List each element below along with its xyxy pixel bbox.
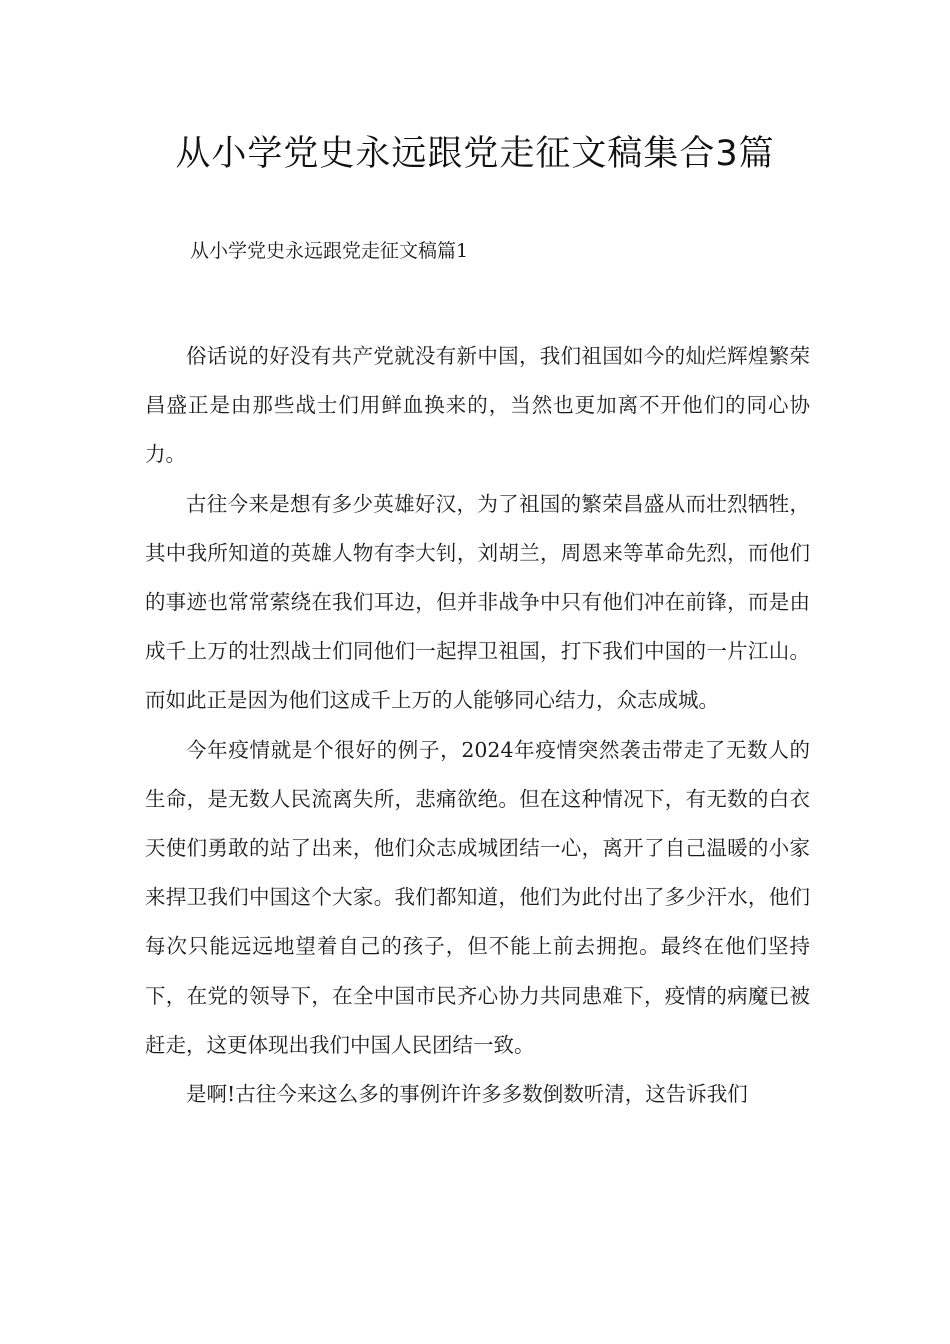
paragraph: 今年疫情就是个很好的例子，2024年疫情突然袭击带走了无数人的生命，是无数人民流离失所，悲痛欲绝。但在这种情况下，有无数的白衣天使们勇敢的站了出来，他们众志成城团结一心，离开了自己温暖的小家来捍卫我们中国这个大家。我们都知道，他们为此付出了多少汗水，他们每次只能远远地望着自己的孩子，但不能上前去拥抱。最终在他们坚持下，在党的领导下，在全中国市民齐心协力共同患难下，疫情的病魔已被赶走，这更体现出我们中国人民团结一致。 [145,737,810,1057]
document-title: 从小学党史永远跟党走征文稿集合3篇 [175,134,775,174]
paragraph: 俗话说的好没有共产党就没有新中国，我们祖国如今的灿烂辉煌繁荣昌盛正是由那些战士们用鲜血换来的，当然也更加离不开他们的同心协力。 [145,344,810,467]
paragraph: 是啊!古往今来这么多的事例许许多多数倒数听清，这告诉我们 [186,1082,748,1107]
document-body [145,332,810,1119]
section-heading: 从小学党史永远跟党走征文稿篇1 [190,240,469,262]
paragraph: 古往今来是想有多少英雄好汉，为了祖国的繁荣昌盛从而壮烈牺牲，其中我所知道的英雄人物有李大钊，刘胡兰，周恩来等革命先烈，而他们的事迹也常常萦绕在我们耳边，但并非战争中只有他们冲在前锋，而是由成千上万的壮烈战士们同他们一起捍卫祖国，打下我们中国的一片江山。而如此正是因为他们这成千上万的人能够同心结力，众志成城。 [145,491,810,713]
